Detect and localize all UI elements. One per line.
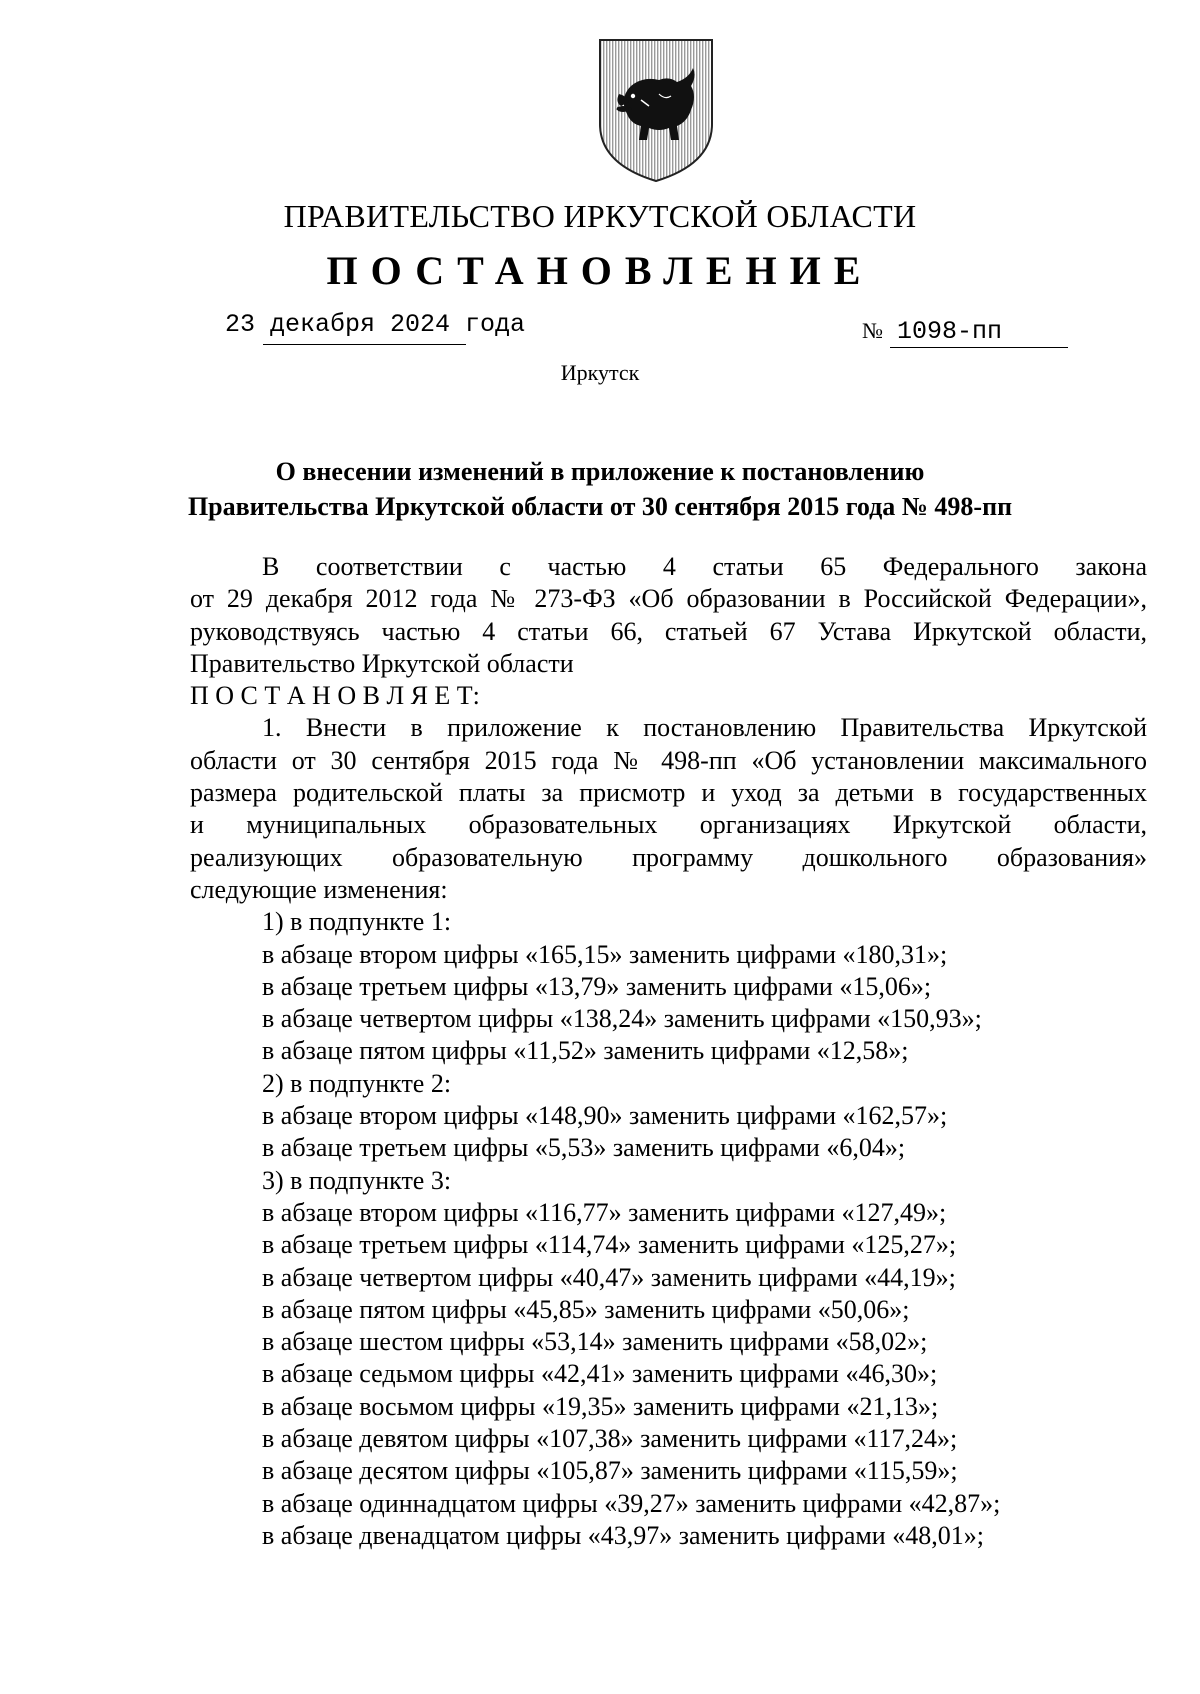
item-line: размера родительской платы за присмотр и уход за детьми в государственных [190,778,1147,808]
decree-word: П О С Т А Н О В Л Я Е Т: [190,681,480,711]
date-underline [263,344,466,345]
subject-line: Правительства Иркутской области от 30 сентября 2015 года № 498-пп [187,492,1013,521]
amendment-line: в абзаце седьмом цифры «42,41» заменить цифрами «46,30»; [262,1359,938,1389]
amendment-line: в абзаце шестом цифры «53,14» заменить цифрами «58,02»; [262,1327,928,1357]
amendment-line: в абзаце двенадцатом цифры «43,97» заменить цифрами «48,01»; [262,1520,984,1550]
amendment-line: в абзаце пятом цифры «45,85» заменить цифрами «50,06»; [262,1294,910,1324]
amendment-line: в абзаце пятом цифры «11,52» заменить цифрами «12,58»; [262,1036,909,1066]
subitem-title: 3) в подпункте 3: [262,1165,452,1195]
item-line: и муниципальных образовательных организациях Иркутской области, [190,810,1147,840]
coat-of-arms-icon [597,36,715,184]
amendment-line: в абзаце втором цифры «165,15» заменить цифрами «180,31»; [262,939,948,969]
amendment-line: в абзаце третьем цифры «5,53» заменить цифрами «6,04»; [262,1133,906,1163]
number-underline [890,347,1068,348]
amendment-line: в абзаце восьмом цифры «19,35» заменить цифрами «21,13»; [262,1391,939,1421]
document-number [862,316,1002,347]
item-line: реализующих образовательную программу дошкольного образования» [190,842,1147,872]
amendment-line: в абзаце третьем цифры «114,74» заменить цифрами «125,27»; [262,1230,957,1260]
item-line: следующие изменения: [190,874,448,904]
document-type-title: ПОСТАНОВЛЕНИЕ [326,248,874,293]
subject-line: О внесении изменений в приложение к постановлению [275,457,925,486]
amendment-line: в абзаце четвертом цифры «40,47» заменить цифрами «44,19»; [262,1262,956,1292]
number-sign: № [862,318,883,343]
preamble-line: руководствуясь частью 4 статьи 66, статьей 67 Устава Иркутской области, [190,616,1147,646]
item-line: области от 30 сентября 2015 года № 498-пп «Об установлении максимального [190,745,1147,775]
amendment-line: в абзаце десятом цифры «105,87» заменить цифрами «115,59»; [262,1456,958,1486]
city-name: Иркутск [560,360,640,385]
preamble-line: от 29 декабря 2012 года № 273-ФЗ «Об образовании в Российской Федерации», [190,584,1147,614]
amendment-line: в абзаце четвертом цифры «138,24» заменить цифрами «150,93»; [262,1004,982,1034]
amendment-line: в абзаце втором цифры «148,90» заменить цифрами «162,57»; [262,1101,948,1131]
government-title: ПРАВИТЕЛЬСТВО ИРКУТСКОЙ ОБЛАСТИ [283,198,917,234]
subitem-title: 1) в подпункте 1: [262,907,452,937]
number-value: 1098-пп [897,317,1003,346]
amendment-line: в абзаце втором цифры «116,77» заменить цифрами «127,49»; [262,1197,947,1227]
amendment-line: в абзаце одиннадцатом цифры «39,27» заменить цифрами «42,87»; [262,1488,1001,1518]
document-subject [0,454,1200,524]
amendment-line: в абзаце девятом цифры «107,38» заменить цифрами «117,24»; [262,1424,958,1454]
date-text: 23 декабря 2024 года [225,310,526,339]
preamble-line: Правительство Иркутской области [190,648,574,678]
amendment-line: в абзаце третьем цифры «13,79» заменить цифрами «15,06»; [262,971,932,1001]
subitem-title: 2) в подпункте 2: [262,1068,452,1098]
document-body [190,551,1147,1552]
document-date [225,310,525,340]
item-line: 1. Внести в приложение к постановлению Правительства Иркутской [262,713,1147,743]
preamble-line: В соответствии с частью 4 статьи 65 Федерального закона [262,552,1147,581]
